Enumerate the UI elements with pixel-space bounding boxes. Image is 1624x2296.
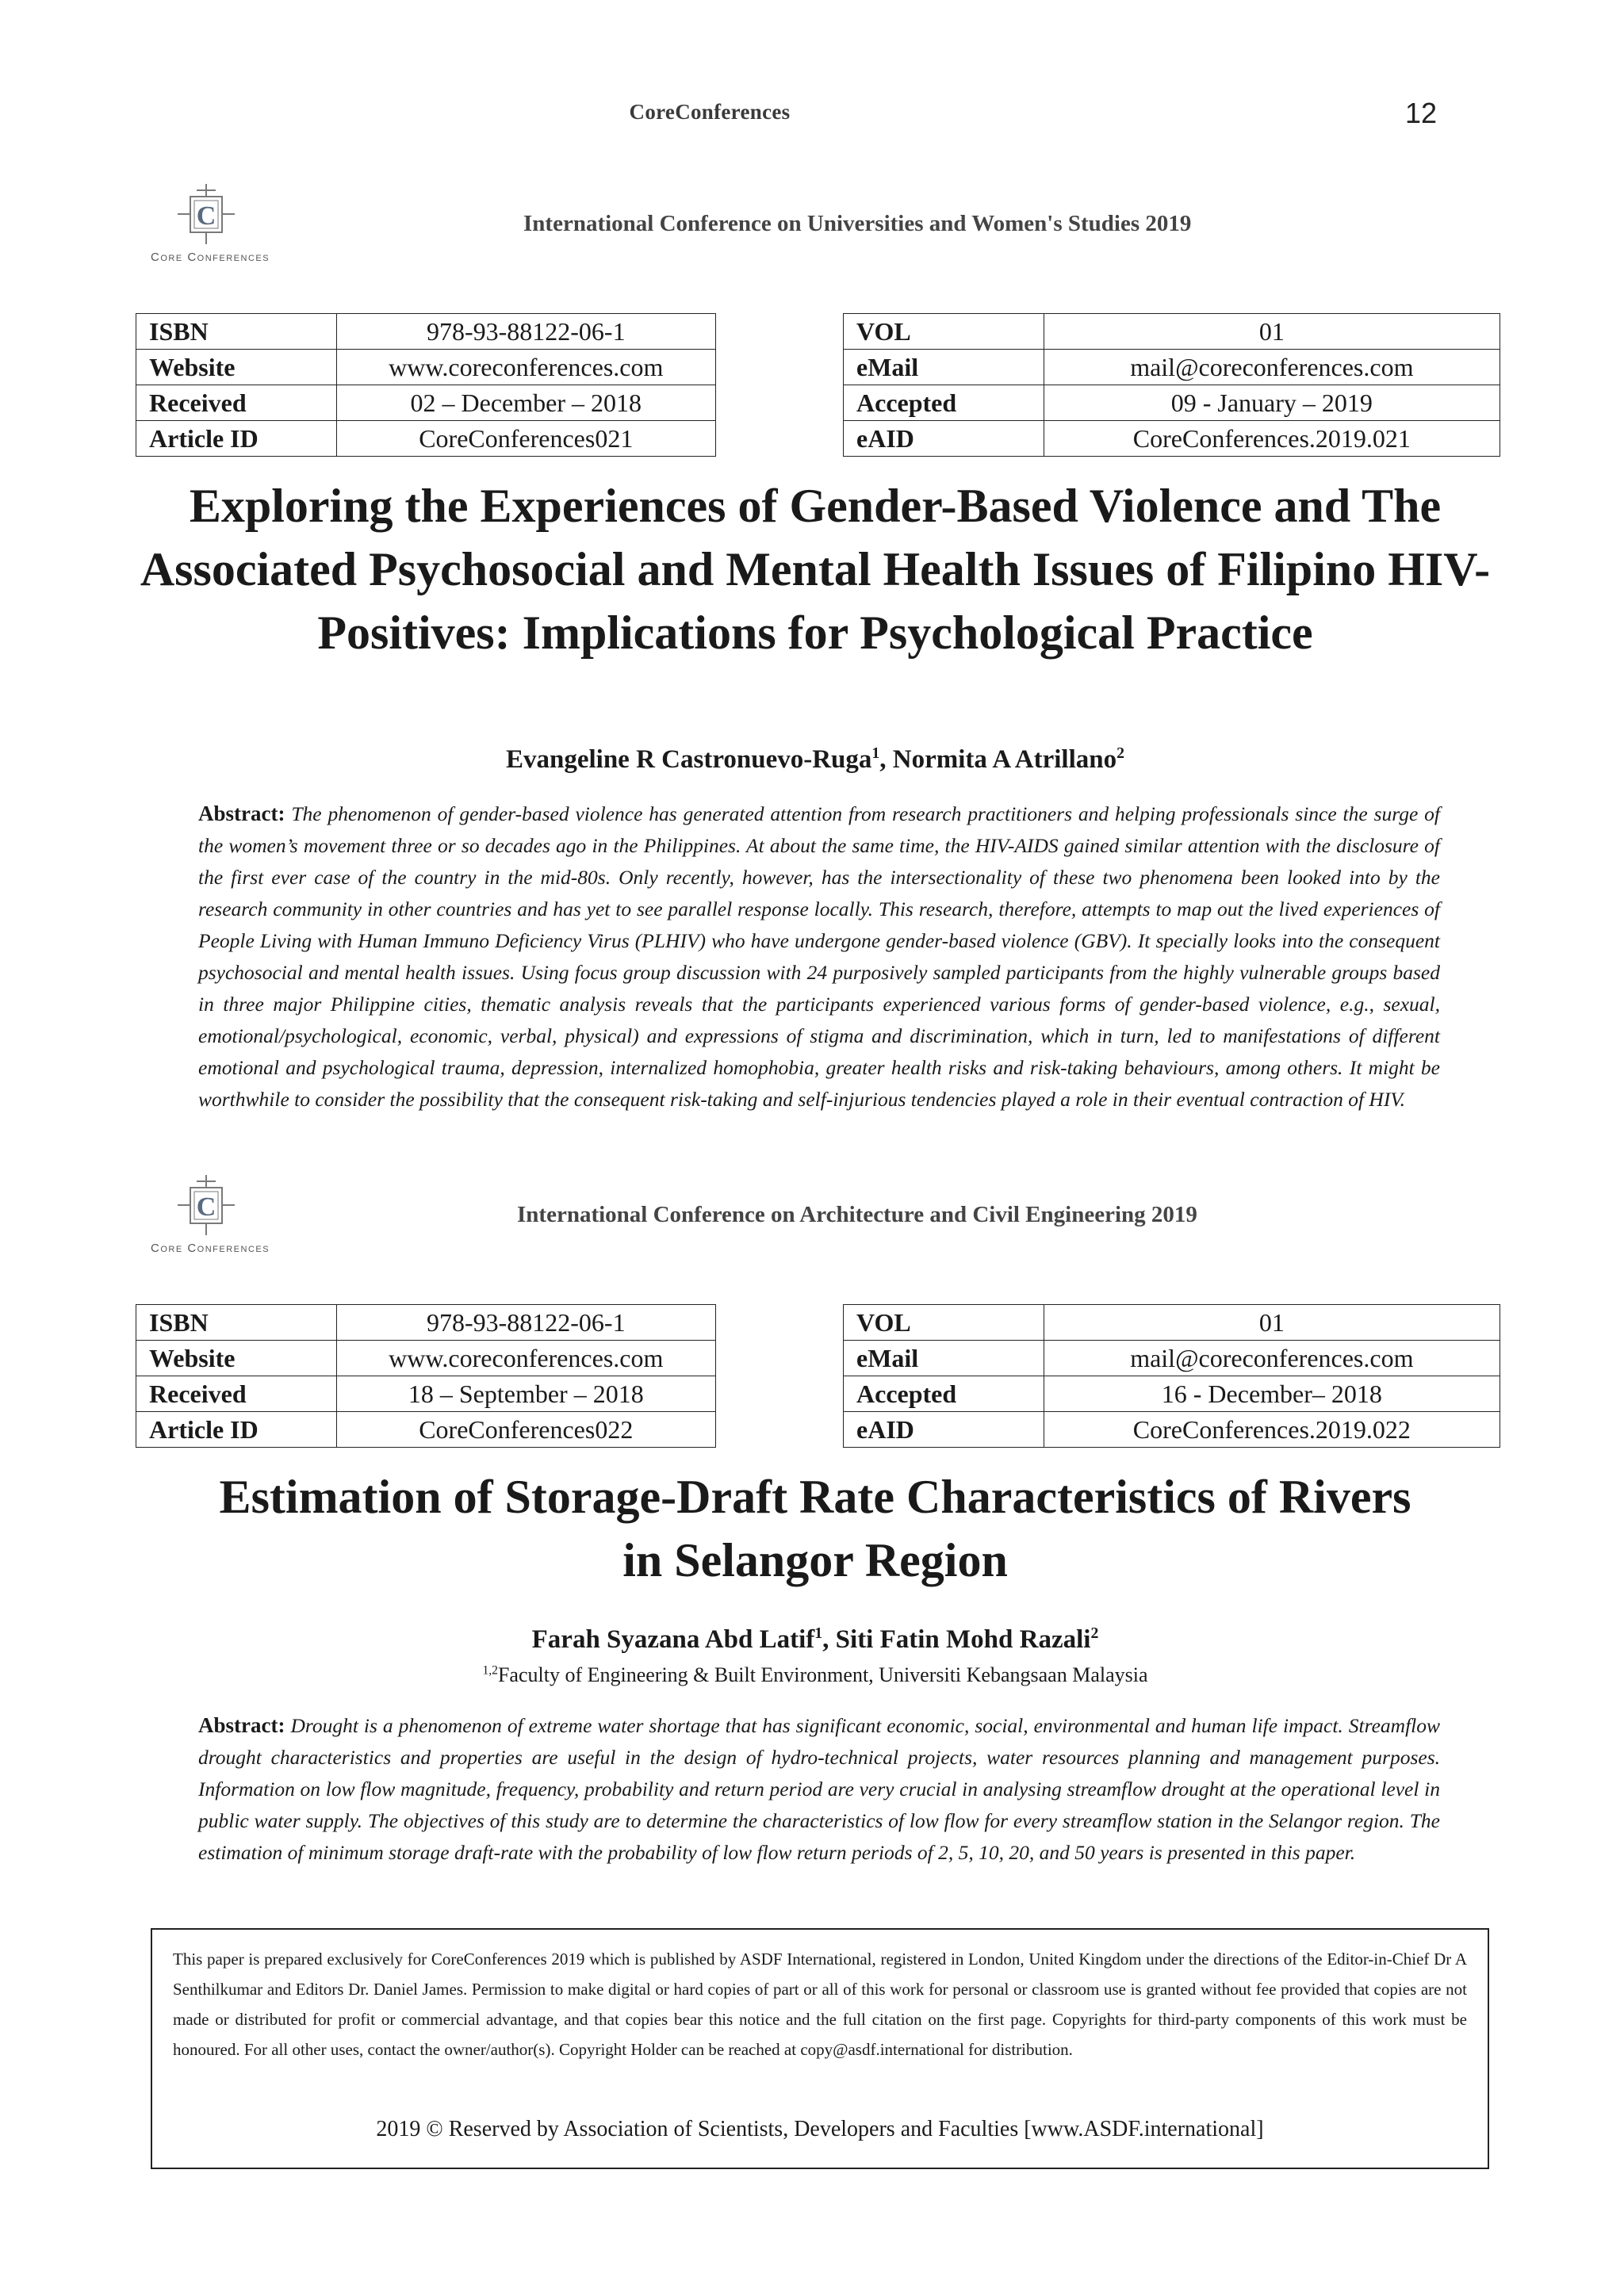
meta-key: ISBN xyxy=(136,314,337,350)
conference-name: International Conference on Universities and Women's Studies 2019 xyxy=(523,211,1192,236)
conference-name: International Conference on Architecture and Civil Engineering 2019 xyxy=(517,1202,1197,1227)
meta-key: Accepted xyxy=(844,1376,1044,1412)
meta-value: 978-93-88122-06-1 xyxy=(336,314,715,350)
table-row xyxy=(844,1412,1500,1448)
abstract-text: Drought is a phenomenon of extreme water shortage that has significant economic, social, environmental and human life impact. Streamflow drought characteristics and properties are useful in the design of hydro-technical projects, water resources planning and management purposes. Information on low flow magnitude, frequency, probability and return period are very crucial in analysing streamflow drought at the operational level in public water supply. The objectives of this study are to determine the characteristics of low flow for every streamflow station in the Selangor region. The estimation of minimum storage draft-rate with the probability of low flow return periods of 2, 5, 10, 20, and 50 years is presented in this paper. xyxy=(198,1714,1441,1864)
meta-key: eMail xyxy=(844,1341,1044,1376)
logo-emblem-icon xyxy=(151,1172,262,1243)
logo-wordmark: Core Conferences xyxy=(151,1242,270,1255)
author-list xyxy=(135,1625,1496,1655)
article-meta-table-left xyxy=(136,1304,716,1448)
meta-value: 978-93-88122-06-1 xyxy=(336,1305,715,1341)
meta-value: 09 - January – 2019 xyxy=(1044,385,1500,421)
author-affiliation-mark: 2 xyxy=(1116,744,1125,762)
table-row xyxy=(844,421,1500,457)
svg-text:C: C xyxy=(196,201,216,231)
author-name: Evangeline R Castronuevo-Ruga xyxy=(505,745,872,774)
copyright-notice-box xyxy=(151,1928,1489,2169)
table-row xyxy=(136,385,716,421)
meta-key: ISBN xyxy=(136,1305,337,1341)
article-meta-table-right xyxy=(843,1304,1500,1448)
author-name: Normita A Atrillano xyxy=(892,745,1117,774)
svg-text:C: C xyxy=(196,1192,216,1222)
meta-value: CoreConferences.2019.021 xyxy=(1044,421,1500,457)
paper-title: Estimation of Storage-Draft Rate Characteristics of Rivers in Selangor Region xyxy=(219,1471,1411,1586)
core-conferences-logo xyxy=(151,1172,325,1259)
meta-key: Received xyxy=(136,385,337,421)
abstract-text: The phenomenon of gender-based violence has generated attention from research practitioners and helping professionals since the surge of the women’s movement three or so decades ago in the Philippines. At about the same time, the HIV-AIDS gained similar attention with the disclosure of the first ever case of the country in the mid-80s. Only recently, however, has the intersectionality of these two phenomena been looked into by the research community in other countries and has yet to see parallel response locally. This research, therefore, attempts to map out the lived experiences of People Living with Human Immuno Deficiency Virus (PLHIV) who have undergone gender-based violence (GBV). It specially looks into the consequent psychosocial and mental health issues. Using focus group discussion with 24 purposively sampled participants from the highly vulnerable groups based in three major Philippine cities, thematic analysis reveals that the participants experienced various forms of gender-based violence, e.g., sexual, emotional/psychological, economic, verbal, physical) and expressions of stigma and discrimination, which in turn, led to manifestations of different emotional and psychological trauma, depression, internalized homophobia, greater health risks and risk-taking behaviours, among others. It might be worthwhile to consider the possibility that the consequent risk-taking and self-injurious tendencies played a role in their eventual contraction of HIV. xyxy=(198,802,1440,1111)
paper-title: Exploring the Experiences of Gender-Based Violence and The Associated Psychosocial and Mental Health Issues of Filipino HIV-Positives: Implications for Psychological Practice xyxy=(140,480,1491,659)
author-separator: , xyxy=(879,745,893,774)
author-affiliation-mark: 2 xyxy=(1090,1624,1099,1642)
meta-value: www.coreconferences.com xyxy=(336,1341,715,1376)
table-row xyxy=(136,350,716,385)
abstract-label: Abstract: xyxy=(198,1713,285,1737)
article-meta-table-left xyxy=(136,313,716,457)
table-row xyxy=(844,1305,1500,1341)
abstract xyxy=(198,798,1440,1115)
meta-value: www.coreconferences.com xyxy=(336,350,715,385)
table-row xyxy=(136,421,716,457)
table-row xyxy=(136,1305,716,1341)
table-row xyxy=(844,350,1500,385)
meta-key: Website xyxy=(136,1341,337,1376)
author-name: Siti Fatin Mohd Razali xyxy=(835,1625,1091,1654)
table-row xyxy=(844,314,1500,350)
table-row xyxy=(136,1376,716,1412)
meta-value: 02 – December – 2018 xyxy=(336,385,715,421)
meta-key: eAID xyxy=(844,1412,1044,1448)
meta-value: CoreConferences022 xyxy=(336,1412,715,1448)
author-list xyxy=(135,745,1496,775)
page-number: 12 xyxy=(1405,97,1438,129)
meta-value: CoreConferences021 xyxy=(336,421,715,457)
meta-key: VOL xyxy=(844,314,1044,350)
copyright-footer: 2019 © Reserved by Association of Scientists, Developers and Faculties [www.ASDF.international] xyxy=(376,2117,1264,2141)
author-affiliation-mark: 1 xyxy=(814,1624,823,1642)
meta-key: Article ID xyxy=(136,1412,337,1448)
author-separator: , xyxy=(822,1625,836,1654)
logo-wordmark: Core Conferences xyxy=(151,251,270,264)
meta-key: Website xyxy=(136,350,337,385)
meta-value: 01 xyxy=(1044,314,1500,350)
meta-key: VOL xyxy=(844,1305,1044,1341)
meta-key: Accepted xyxy=(844,385,1044,421)
table-row xyxy=(136,1341,716,1376)
meta-key: Received xyxy=(136,1376,337,1412)
article-meta-table-right xyxy=(843,313,1500,457)
meta-value: 01 xyxy=(1044,1305,1500,1341)
meta-value: CoreConferences.2019.022 xyxy=(1044,1412,1500,1448)
affiliation xyxy=(135,1663,1496,1687)
running-head: CoreConferences xyxy=(629,100,791,124)
meta-value: mail@coreconferences.com xyxy=(1044,1341,1500,1376)
table-row xyxy=(844,385,1500,421)
meta-key: eMail xyxy=(844,350,1044,385)
abstract xyxy=(198,1709,1440,1869)
logo-emblem-icon xyxy=(151,181,262,252)
meta-value: 16 - December– 2018 xyxy=(1044,1376,1500,1412)
copyright-notice-text: This paper is prepared exclusively for CoreConferences 2019 which is published by ASDF International, registered in London, United Kingdom under the directions of the Editor-in-Chief Dr A Senthilkumar and Editors Dr. Daniel James. Permission to make digital or hard copies of part or all of this work for personal or classroom use is granted without fee provided that copies are not made or distributed for profit or commercial advantage, and that copies bear this notice and the full citation on the first page. Copyrights for third-party components of this work must be honoured. For all other uses, contact the owner/author(s). Copyright Holder can be reached at copy@asdf.international for distribution. xyxy=(173,1950,1467,2059)
meta-key: Article ID xyxy=(136,421,337,457)
abstract-label: Abstract: xyxy=(198,802,285,825)
table-row xyxy=(844,1376,1500,1412)
table-row xyxy=(136,1412,716,1448)
affiliation-text: Faculty of Engineering & Built Environment, Universiti Kebangsaan Malaysia xyxy=(497,1663,1148,1686)
meta-key: eAID xyxy=(844,421,1044,457)
meta-value: 18 – September – 2018 xyxy=(336,1376,715,1412)
meta-value: mail@coreconferences.com xyxy=(1044,350,1500,385)
core-conferences-logo xyxy=(151,181,325,268)
author-affiliation-mark: 1 xyxy=(871,744,880,762)
table-row xyxy=(136,314,716,350)
affiliation-mark: 1,2 xyxy=(482,1663,498,1678)
author-name: Farah Syazana Abd Latif xyxy=(531,1625,815,1654)
table-row xyxy=(844,1341,1500,1376)
